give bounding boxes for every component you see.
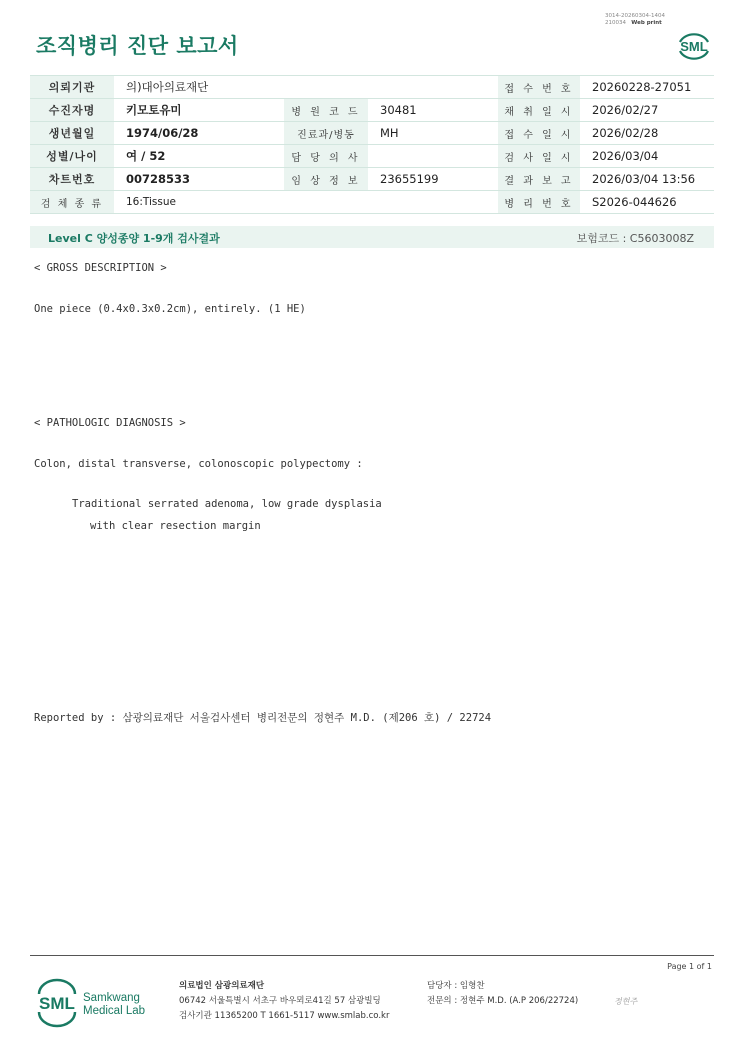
result-report-label: 결 과 보 고 [498, 168, 580, 191]
print-id-line2: 210034 [605, 20, 626, 26]
hospital-code-label: 병 원 코 드 [284, 99, 368, 122]
footer-contact: 검사기관 11365200 T 1661-5117 www.smlab.co.kr [179, 1011, 390, 1021]
patient-info-table [30, 75, 714, 214]
result-report-value: 2026/03/04 13:56 [580, 168, 714, 191]
footer-org-block [179, 979, 389, 1024]
page-number: Page 1 of 1 [667, 962, 712, 971]
collection-date-label: 채 취 일 시 [498, 99, 580, 122]
report-title: 조직병리 진단 보고서 [36, 34, 239, 58]
samkwang-logo-icon [36, 978, 156, 1028]
footer-specialist: 전문의 : 정현주 M.D. (A.P 206/22724) [427, 996, 579, 1006]
table-row [30, 191, 714, 214]
sml-logo-icon [674, 28, 714, 64]
table-row [30, 145, 714, 168]
birth-value: 1974/06/28 [114, 122, 284, 145]
footer-divider [30, 955, 714, 956]
patient-name-label: 수진자명 [30, 99, 114, 122]
gross-text: One piece (0.4x0.3x0.2cm), entirely. (1 HE) [34, 303, 306, 315]
diagnosis-line1: Colon, distal transverse, colonoscopic polypectomy : [34, 458, 363, 470]
sml-logo-text: SML [680, 39, 708, 54]
print-label: Web print [631, 20, 662, 26]
specimen-label: 검 체 종 류 [30, 191, 114, 214]
test-date-value: 2026/03/04 [580, 145, 714, 168]
doctor-value [368, 145, 498, 168]
doctor-label: 담 당 의 사 [284, 145, 368, 168]
birth-label: 생년월일 [30, 122, 114, 145]
chart-no-value: 00728533 [114, 168, 284, 191]
hospital-code-value: 30481 [368, 99, 498, 122]
request-org-label: 의뢰기관 [30, 76, 114, 99]
reception-no-label: 접 수 번 호 [498, 76, 580, 99]
receipt-date-value: 2026/02/28 [580, 122, 714, 145]
insurance-code: 보험코드 : C5603008Z [576, 232, 694, 245]
reception-no-value: 20260228-27051 [580, 76, 714, 99]
pathology-no-value: S2026-044626 [580, 191, 714, 214]
request-org-value: 의)대아의료재단 [114, 76, 498, 99]
chart-no-label: 차트번호 [30, 168, 114, 191]
result-title: Level C 양성종양 1-9개 검사결과 [48, 232, 220, 245]
table-row [30, 122, 714, 145]
patient-name-value: 키모토유미 [114, 99, 284, 122]
table-row [30, 99, 714, 122]
logo-name-line2: Medical Lab [83, 1005, 146, 1017]
table-row [30, 76, 714, 99]
signature: 정현주 [614, 997, 638, 1006]
reported-by: Reported by : 삼광의료재단 서울검사센터 병리전문의 정현주 M.D. (제206 호) / 22724 [34, 712, 492, 724]
clinical-label: 임 상 정 보 [284, 168, 368, 191]
diagnosis-line3: with clear resection margin [90, 520, 261, 532]
sex-age-value: 여 / 52 [114, 145, 284, 168]
gross-heading: < GROSS DESCRIPTION > [34, 262, 167, 274]
receipt-date-label: 접 수 일 시 [498, 122, 580, 145]
print-id [605, 13, 665, 27]
table-row [30, 168, 714, 191]
pathology-no-label: 병 리 번 호 [498, 191, 580, 214]
clinical-value: 23655199 [368, 168, 498, 191]
specimen-value: 16:Tissue [114, 191, 498, 214]
collection-date-value: 2026/02/27 [580, 99, 714, 122]
footer-logo-text: SML [39, 994, 75, 1013]
footer-org-name: 의료법인 삼광의료재단 [179, 981, 265, 991]
print-id-line1: 3014-20260304-1404 [605, 13, 665, 19]
logo-name-line1: Samkwang [83, 992, 140, 1004]
dept-label: 진료과/병동 [284, 122, 368, 145]
footer-staff: 담당자 : 임형찬 [427, 981, 485, 991]
sex-age-label: 성별/나이 [30, 145, 114, 168]
test-date-label: 검 사 일 시 [498, 145, 580, 168]
diagnosis-heading: < PATHOLOGIC DIAGNOSIS > [34, 417, 186, 429]
diagnosis-line2: Traditional serrated adenoma, low grade dysplasia [72, 498, 382, 510]
dept-value: MH [368, 122, 498, 145]
footer-address: 06742 서울특별시 서초구 바우뫼로41길 57 삼광빌딩 [179, 996, 381, 1006]
footer-staff-block [427, 979, 578, 1009]
